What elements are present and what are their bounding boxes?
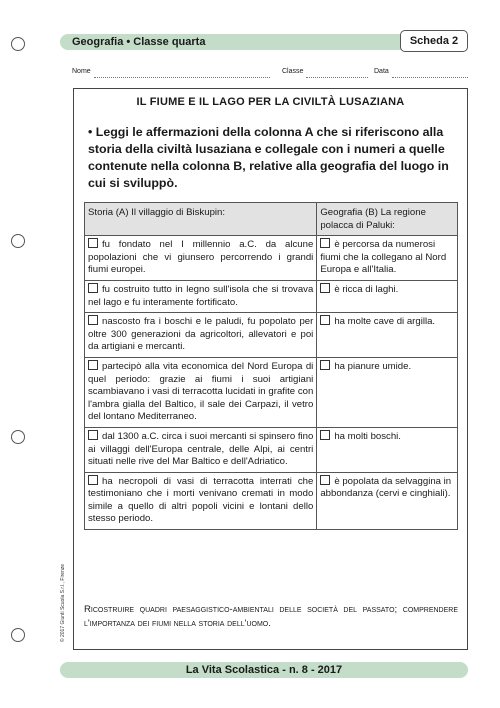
copyright-text: © 2017 Giunti Scuola S.r.l., Firenze	[60, 563, 66, 643]
table-row	[85, 236, 458, 281]
table-row	[85, 472, 458, 529]
answer-checkbox-a1[interactable]	[88, 238, 98, 248]
table-header-row	[85, 203, 458, 236]
binder-hole-1	[11, 37, 25, 51]
name-field[interactable]	[72, 66, 270, 78]
table-row	[85, 357, 458, 427]
answer-checkbox-b5[interactable]	[320, 430, 330, 440]
statement-a2: fu costruito tutto in legno sull'isola che si trovava nel lago e fu interamente fortificato.	[88, 283, 314, 308]
answer-checkbox-b1[interactable]	[320, 238, 330, 248]
matching-table	[84, 202, 458, 530]
statement-b4: ha pianure umide.	[334, 360, 412, 372]
name-label: Nome	[72, 68, 91, 75]
worksheet-title: IL FIUME E IL LAGO PER LA CIVILTÀ LUSAZIANA	[136, 96, 405, 108]
answer-checkbox-b4[interactable]	[320, 360, 330, 370]
learning-goals: Ricostruire quadri paesaggistico-ambientali delle società del passato; comprendere l'importanza dei fiumi nella storia dell'uomo.	[84, 604, 458, 629]
table-row	[85, 280, 458, 312]
instruction-text: • Leggi le affermazioni della colonna A che si riferiscono alla storia della civiltà lusaziana e collegale con i numeri a quelle contenute nella colonna B, relative alla geografia del luogo in cui si sviluppò.	[88, 125, 449, 190]
answer-checkbox-a4[interactable]	[88, 360, 98, 370]
statement-a1: fu fondato nel I millennio a.C. da alcune popolazioni che vi giunsero percorrendo i grandi fiumi europei.	[88, 239, 314, 276]
statement-a3: nascosto fra i boschi e le paludi, fu popolato per oltre 300 generazioni da agricoltori, allevatori e poi da artigiani e mercanti.	[88, 316, 314, 353]
statement-b3: ha molte cave di argilla.	[334, 316, 436, 328]
table-row	[85, 313, 458, 358]
subject-title: Geografia • Classe quarta	[72, 36, 206, 48]
answer-checkbox-a3[interactable]	[88, 315, 98, 325]
answer-checkbox-b6[interactable]	[320, 475, 330, 485]
statement-b5: ha molti boschi.	[334, 430, 401, 442]
answer-checkbox-a2[interactable]	[88, 283, 98, 293]
answer-checkbox-b3[interactable]	[320, 315, 330, 325]
binder-hole-2	[11, 234, 25, 248]
class-label: Classe	[282, 68, 304, 75]
column-a-header: Storia (A) Il villaggio di Biskupin:	[85, 203, 317, 236]
date-field[interactable]	[374, 66, 468, 78]
answer-checkbox-a5[interactable]	[88, 430, 98, 440]
student-fields	[72, 66, 468, 78]
answer-checkbox-b2[interactable]	[320, 283, 330, 293]
statement-b1: è percorsa da numerosi fiumi che la collegano al Nord Europa e all'Italia.	[320, 239, 447, 276]
class-field[interactable]	[282, 66, 368, 78]
column-b-header: Geografia (B) La regione polacca di Paluki:	[317, 203, 458, 236]
statement-b6: è popolata da selvaggina in abbondanza (cervi e cinghiali).	[320, 475, 452, 500]
binder-hole-3	[11, 430, 25, 444]
answer-checkbox-a6[interactable]	[88, 475, 98, 485]
table-row	[85, 427, 458, 472]
copyright-notice	[58, 560, 66, 650]
footer-bar: La Vita Scolastica - n. 8 - 2017	[60, 662, 468, 678]
statement-b2: è ricca di laghi.	[334, 283, 399, 295]
statement-a6: ha necropoli di vasi di terracotta interrati che testimoniano che i morti venivano cremati in modo simile a quello di altri popoli vicini e lontani dello stesso periodo.	[88, 475, 314, 525]
date-label: Data	[374, 68, 389, 75]
sheet-label: Scheda 2	[400, 30, 468, 52]
binder-hole-4	[11, 628, 25, 642]
statement-a5: dal 1300 a.C. circa i suoi mercanti si spinsero fino ai villaggi dell'Europa centrale, delle Alpi, ai centri situati nelle rive del Mar Baltico e dell'Adriatico.	[88, 430, 314, 468]
statement-a4: partecipò alla vita economica del Nord Europa di quel periodo: grazie ai fiumi i suoi artigiani scambiavano i vasi di terracotta lucidati in grafite con l'ambra gialla del Baltico, il sale dei Carpazi, il vetro del lontano Mediterraneo.	[88, 360, 314, 423]
